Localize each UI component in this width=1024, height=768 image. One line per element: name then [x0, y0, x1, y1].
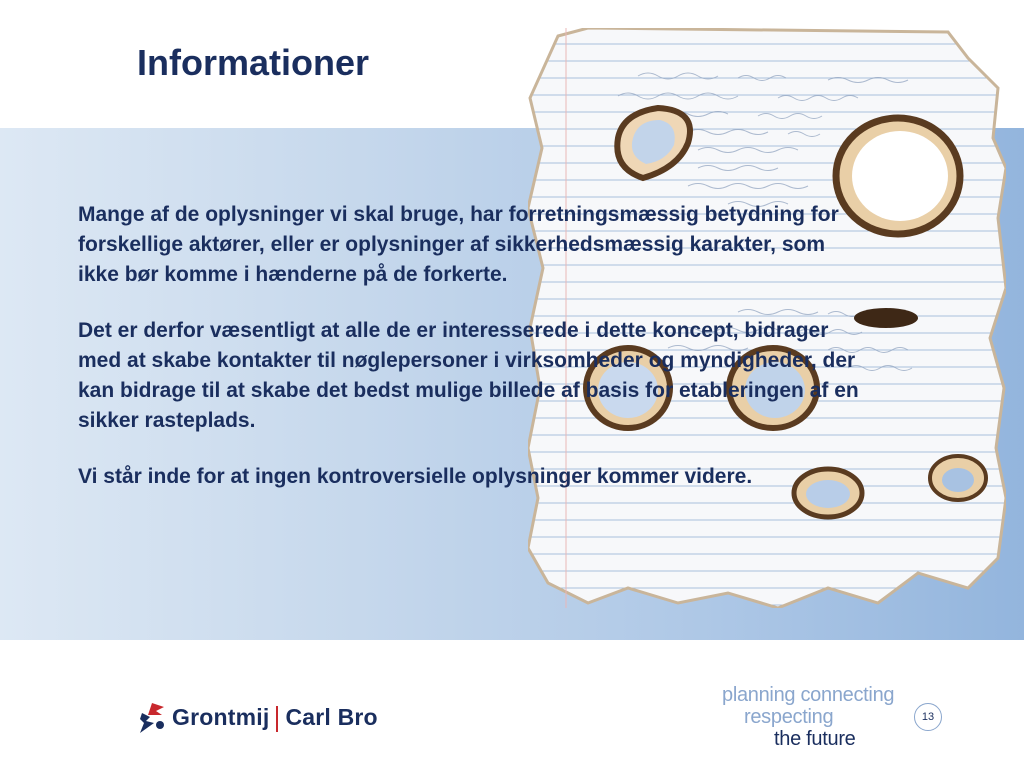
logo-name-left: Grontmij: [172, 704, 270, 731]
grontmij-logo-mark-icon: [138, 701, 166, 735]
page-number: 13: [914, 703, 942, 731]
paragraph-3: Vi står inde for at ingen kontroversielle oplysninger kommer videre.: [78, 465, 753, 488]
logo-separator: [276, 706, 278, 732]
slogan-line-1: planning connecting: [722, 684, 895, 706]
paragraph-2: Det er derfor væsentligt at alle de er interesserede i dette koncept, bidrager med at skabe kontakter til nøglepersoner i virksomheder og myndigheder, der kan bidrage til at skabe det bedst mulige billede af basis for etableringen af en sikker rasteplads.: [78, 319, 859, 432]
slogan-line-2: respecting: [744, 706, 834, 728]
slogan: [722, 684, 922, 750]
body-text: [78, 200, 868, 518]
slide-title: Informationer: [137, 42, 370, 83]
slogan-line-3: the future: [774, 728, 856, 750]
paragraph-1: Mange af de oplysninger vi skal bruge, har forretningsmæssig betydning for forskellige aktører, eller er oplysninger af sikkerhedsmæssig karakter, som ikke bør komme i hænderne på de forkerte.: [78, 203, 839, 286]
logo-name-right: Carl Bro: [285, 704, 378, 731]
company-logo: [138, 700, 378, 736]
